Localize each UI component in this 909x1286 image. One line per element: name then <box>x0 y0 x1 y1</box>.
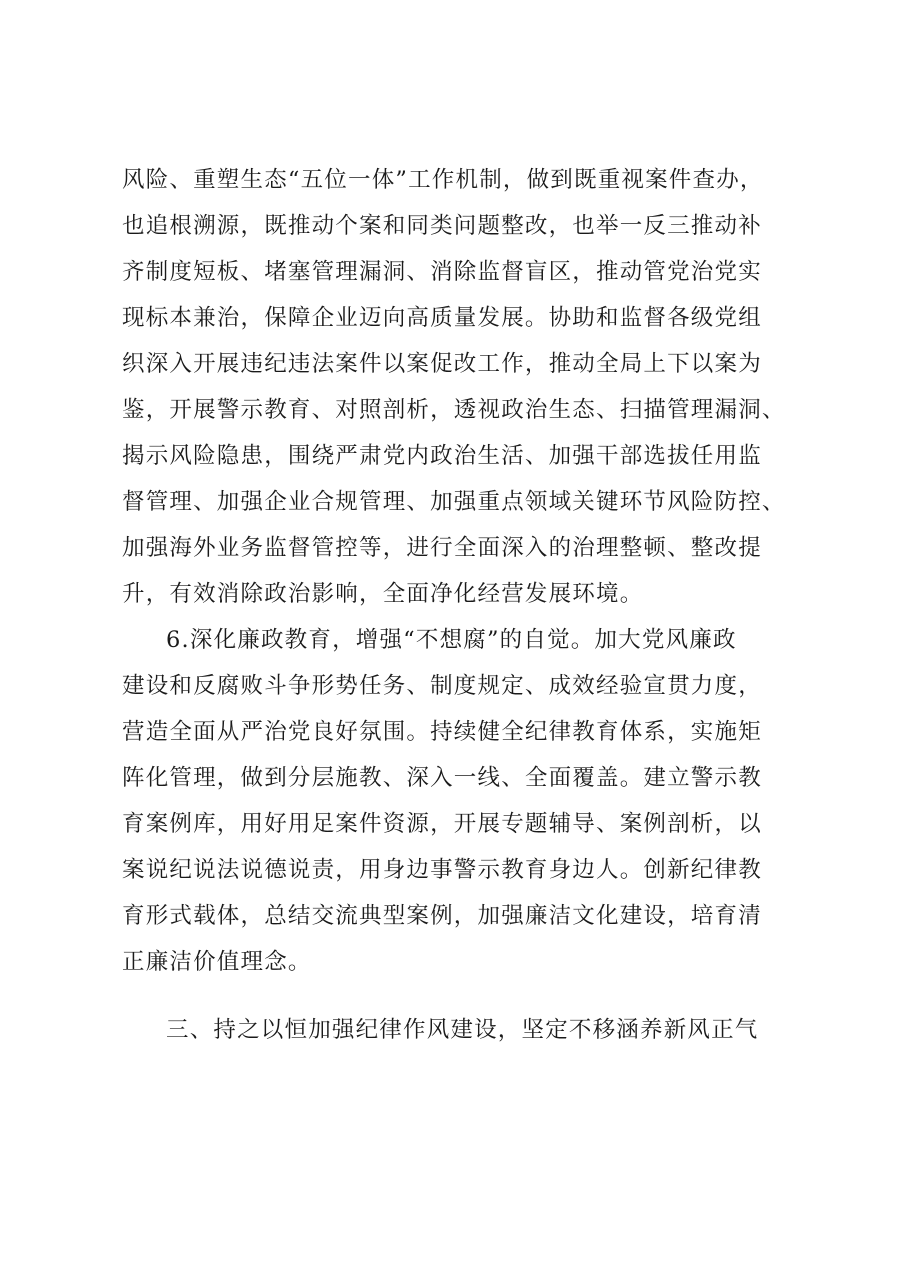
paragraph-line: 育形式载体，总结交流典型案例，加强廉洁文化建设，培育清 <box>122 903 762 929</box>
paragraph-line: 案说纪说法说德说责，用身边事警示教育身边人。创新纪律教 <box>122 857 762 883</box>
paragraph-line: 也追根溯源，既推动个案和同类问题整改，也举一反三推动补 <box>122 213 762 239</box>
paragraph-line: 督管理、加强企业合规管理、加强重点领域关键环节风险防控、 <box>122 489 786 515</box>
chapter-heading-3: 三、持之以恒加强纪律作风建设，坚定不移涵养新风正气 <box>166 1017 759 1043</box>
paragraph-line: 升，有效消除政治影响，全面净化经营发展环境。 <box>122 581 644 607</box>
paragraph-line: 鉴，开展警示教育、对照剖析，透视政治生态、扫描管理漏洞、 <box>122 397 786 423</box>
section-heading-6: 6.深化廉政教育，增强“不想腐”的自觉。加大党风廉政 <box>166 627 737 653</box>
paragraph-line: 齐制度短板、堵塞管理漏洞、消除监督盲区，推动管党治党实 <box>122 259 762 285</box>
paragraph-line: 建设和反腐败斗争形势任务、制度规定、成效经验宣贯力度， <box>122 673 762 699</box>
paragraph-line: 织深入开展违纪违法案件以案促改工作，推动全局上下以案为 <box>122 351 762 377</box>
paragraph-line: 育案例库，用好用足案件资源，开展专题辅导、案例剖析，以 <box>122 811 762 837</box>
paragraph-line: 正廉洁价值理念。 <box>122 949 312 975</box>
paragraph-line: 阵化管理，做到分层施教、深入一线、全面覆盖。建立警示教 <box>122 765 762 791</box>
paragraph-line: 风险、重塑生态“五位一体”工作机制，做到既重视案件查办， <box>122 167 764 193</box>
paragraph-line: 加强海外业务监督管控等，进行全面深入的治理整顿、整改提 <box>122 535 762 561</box>
paragraph-line: 营造全面从严治党良好氛围。持续健全纪律教育体系，实施矩 <box>122 719 762 745</box>
paragraph-line: 揭示风险隐患，围绕严肃党内政治生活、加强干部选拔任用监 <box>122 443 762 469</box>
paragraph-line: 现标本兼治，保障企业迈向高质量发展。协助和监督各级党组 <box>122 305 762 331</box>
